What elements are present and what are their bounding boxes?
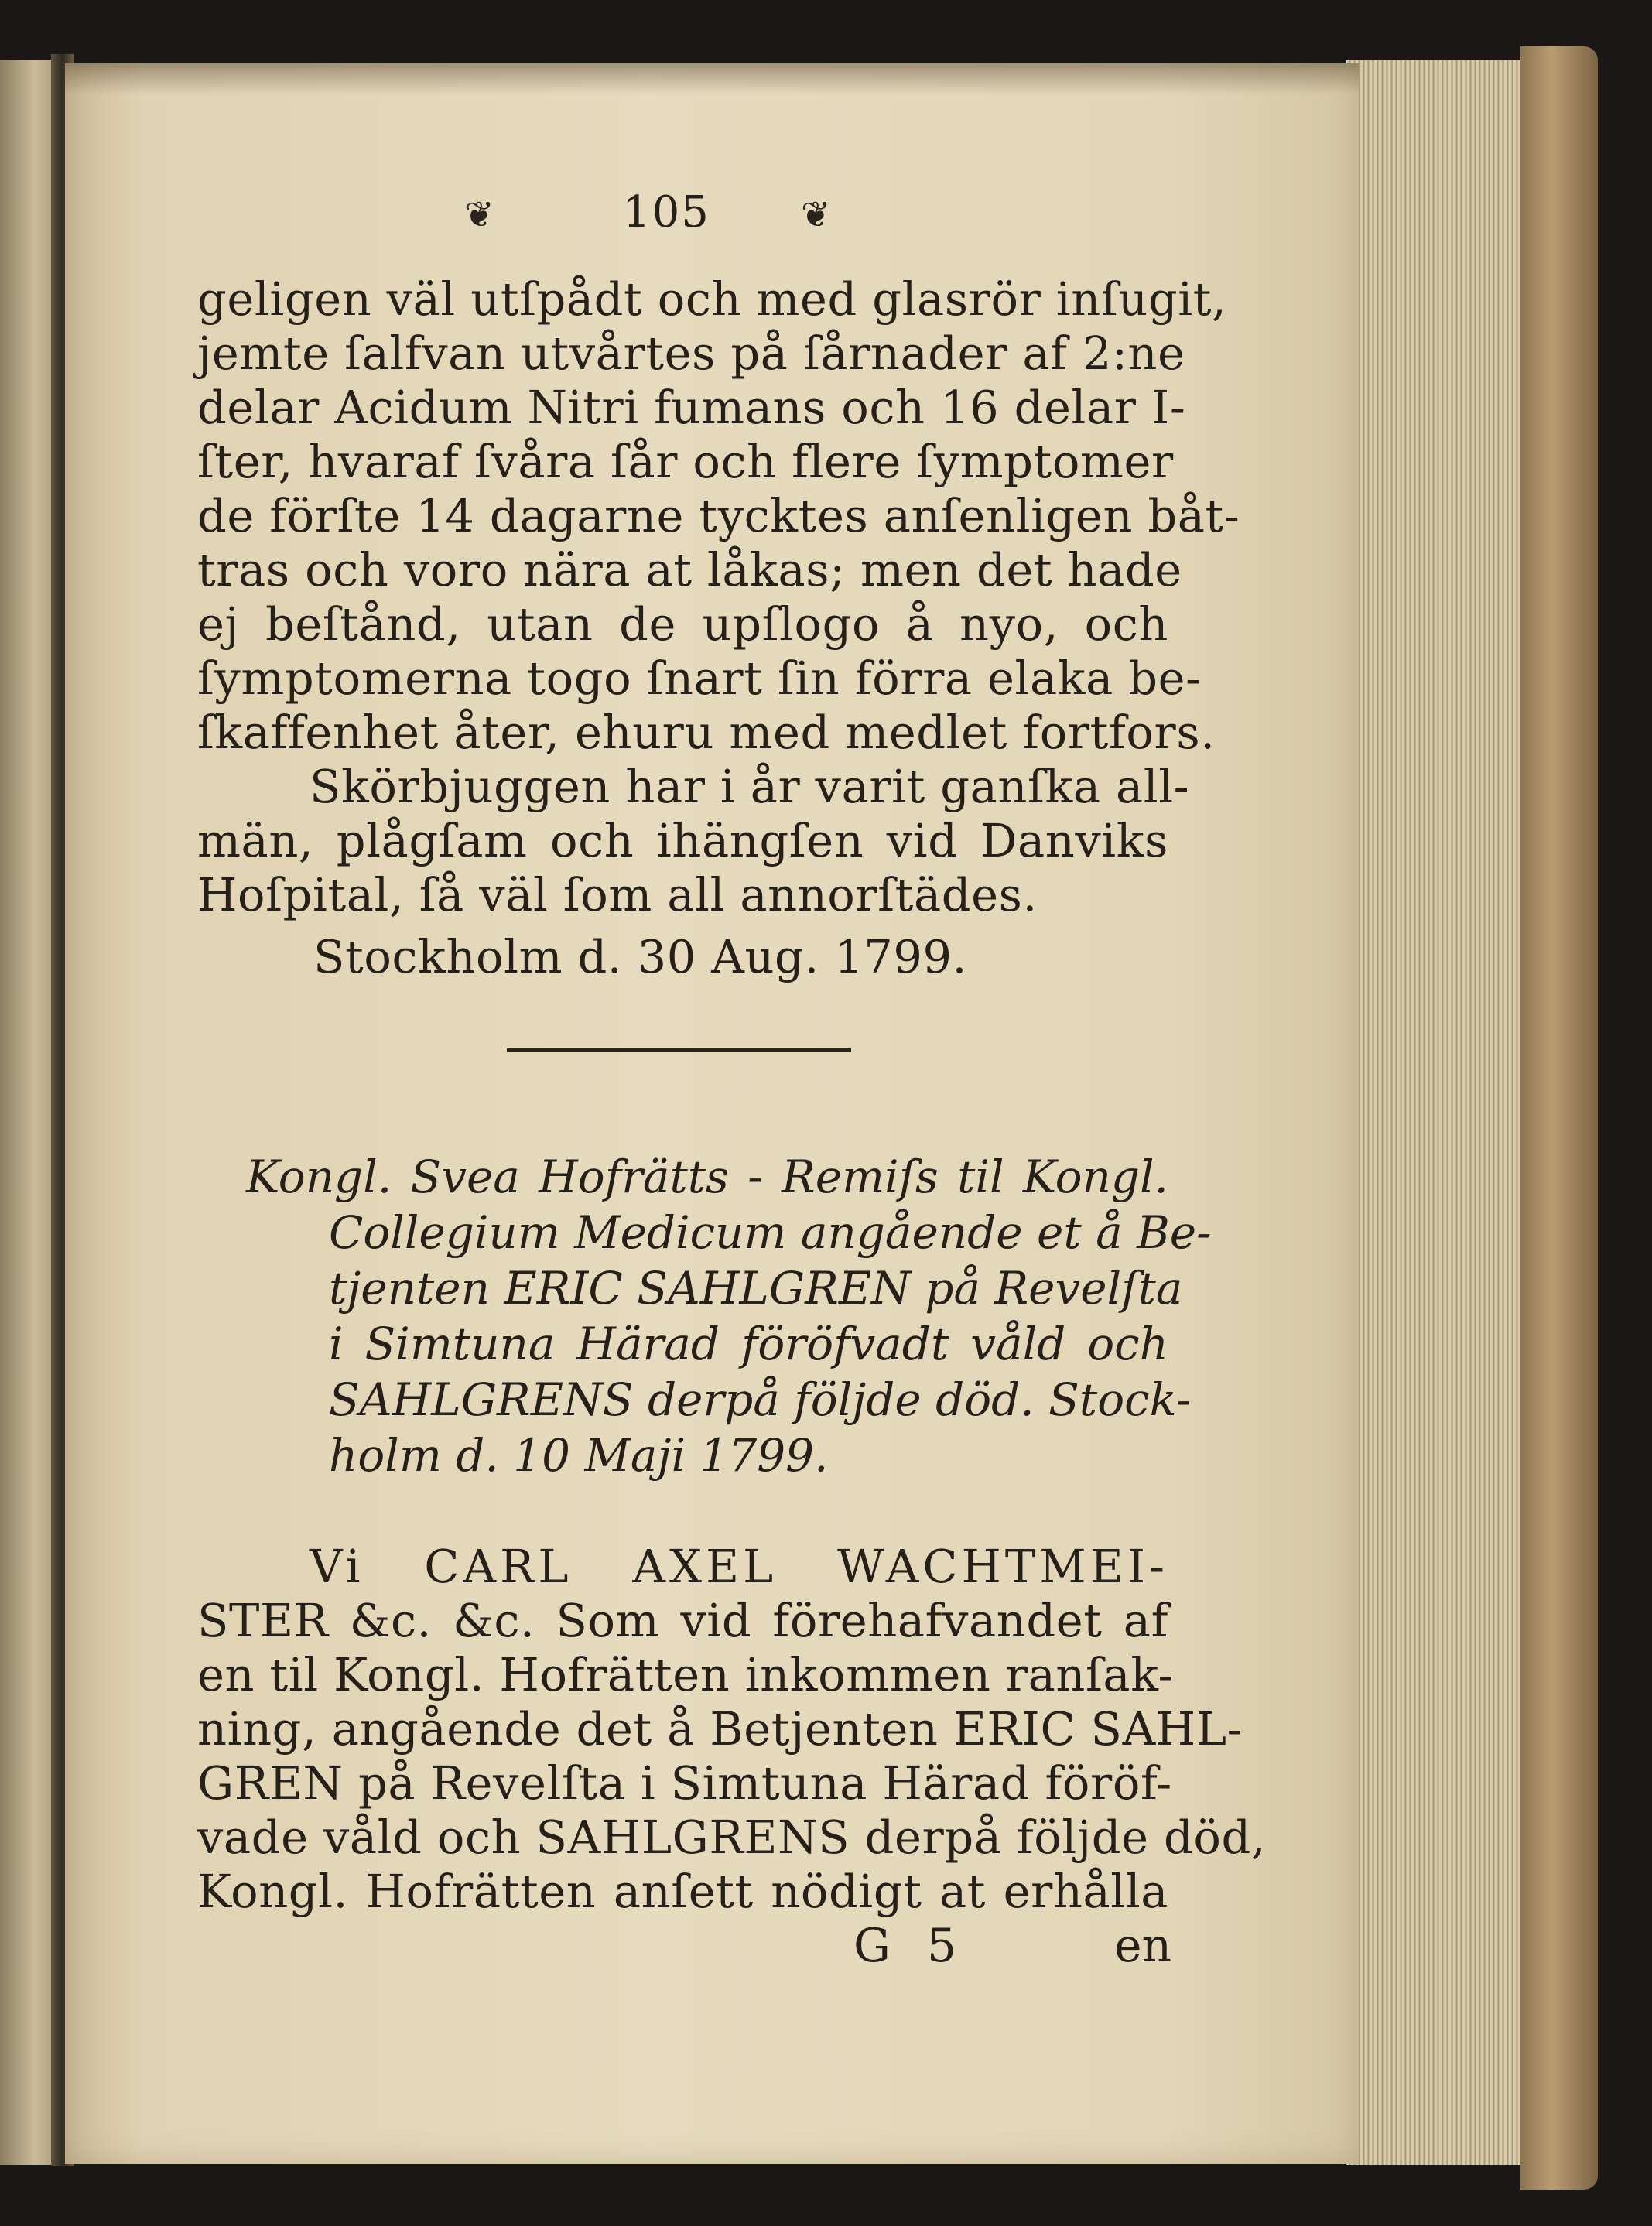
text-line: de förſte 14 dagarne tycktes anſenligen båt-: [197, 489, 1240, 542]
text-line: män, plågſam och ihängſen vid Danviks: [197, 814, 1168, 867]
heading-line: Collegium Medicum angående et å Be-: [329, 1206, 1212, 1259]
text-line: GREN på Revelſta i Simtuna Härad föröf-: [197, 1756, 1172, 1810]
heading-line: holm d. 10 Maji 1799.: [329, 1429, 829, 1482]
heading-line: SAHLGRENS derpå följde död. Stock-: [329, 1373, 1192, 1426]
text-line: STER &c. &c. Som vid förehafvandet af: [197, 1594, 1168, 1647]
text-line: Skörbjuggen har i år varit ganſka all-: [310, 760, 1190, 813]
text-line: ſkaffenhet åter, ehuru med medlet fortfors.: [197, 706, 1216, 759]
page-block-edges: [1346, 60, 1524, 2165]
right-ornament-icon: ❦: [801, 193, 831, 235]
running-head: [449, 183, 898, 244]
page-top-shadow: [65, 63, 1359, 94]
heading-line: Kongl. Svea Hofrätts - Remiſs til Kongl.: [246, 1151, 1168, 1203]
text-line: Vi CARL AXEL WACHTMEI-: [310, 1540, 1168, 1593]
text-line: delar Acidum Nitri fumans och 16 delar I-: [197, 381, 1186, 434]
section-divider: [507, 1048, 851, 1052]
text-line: ning, angående det å Betjenten ERIC SAHL-: [197, 1702, 1243, 1756]
heading-line: i Simtuna Härad föröfvadt våld och: [329, 1318, 1168, 1370]
signature-mark: G 5: [853, 1919, 968, 1973]
book-cover-edge: [1520, 46, 1598, 2190]
dateline: Stockholm d. 30 Aug. 1799.: [313, 930, 968, 983]
text-line: ſymptomerna togo ſnart ſin förra elaka be-: [197, 651, 1202, 705]
heading-line: tjenten ERIC SAHLGREN på Revelſta: [329, 1262, 1183, 1315]
text-line: ſter, hvaraf ſvåra ſår och flere ſymptomer: [197, 435, 1174, 488]
left-ornament-icon: ❦: [464, 193, 494, 235]
text-line: Kongl. Hofrätten anſett nödigt at erhålla: [197, 1865, 1168, 1918]
text-line: vade våld och SAHLGRENS derpå följde död,: [197, 1811, 1267, 1864]
text-line: ej beſtånd, utan de upſlogo å nyo, och: [197, 597, 1168, 651]
text-line: en til Kongl. Hofrätten inkommen ranſak-: [197, 1648, 1175, 1701]
text-line: jemte ſalfvan utvårtes på ſårnader af 2:ne: [197, 327, 1185, 380]
text-line: geligen väl utſpådt och med glasrör inſugit,: [197, 272, 1227, 326]
text-line: tras och voro nära at låkas; men det hade: [197, 543, 1182, 597]
text-line: Hoſpital, ſå väl ſom all annorſtädes.: [197, 868, 1038, 922]
page-number: 105: [623, 187, 710, 238]
catchword: en: [1114, 1919, 1172, 1973]
